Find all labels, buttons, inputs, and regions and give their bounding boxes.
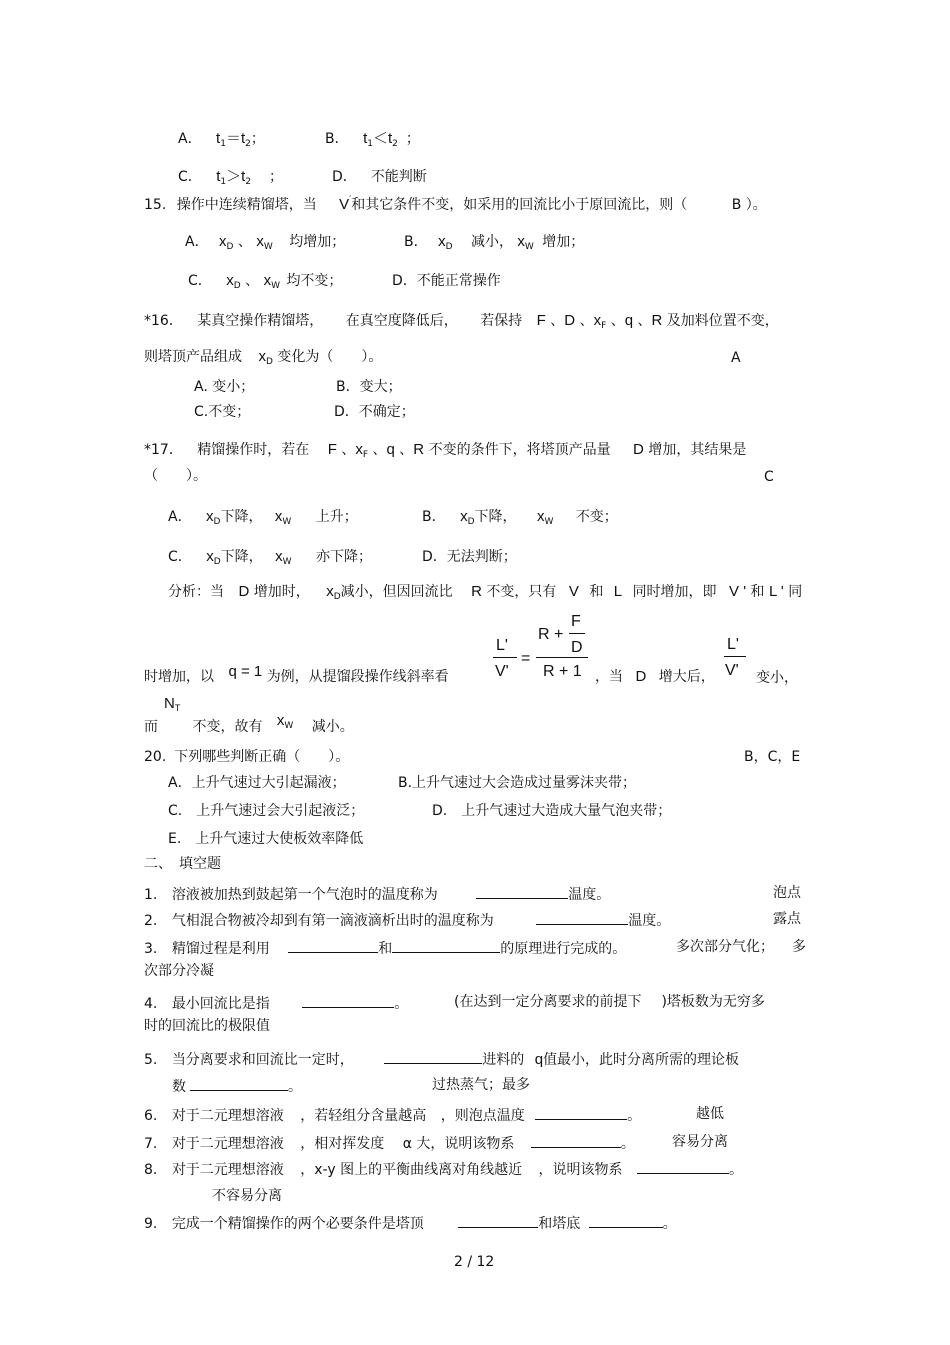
fill-4-line2: 时的回流比的极限值 — [144, 1018, 270, 1034]
fill-6-blank — [535, 1105, 627, 1120]
fill-7-blank — [531, 1133, 621, 1148]
fill-4-answer: (在达到一定分离要求的前提下 )塔板数为无穷多 — [454, 994, 765, 1010]
fill-1-answer: 泡点 — [773, 885, 801, 901]
formula-frac2-den: V' — [725, 662, 739, 679]
formula-frac2-num: L' — [727, 636, 739, 653]
fill-9-blank-2 — [589, 1213, 663, 1228]
formula-inner-line — [569, 633, 585, 634]
fill-7: 7. 对于二元理想溶液 ，相对挥发度 α 大，说明该物系 。 — [144, 1133, 635, 1153]
formula-inner-den: D — [571, 639, 583, 656]
fill-6: 6. 对于二元理想溶液 ，若轻组分含量越高 ，则泡点温度 。 — [144, 1105, 641, 1125]
fill-1-blank — [476, 884, 568, 899]
formula-frac1-den: V' — [495, 663, 509, 680]
formula-num-r: R + — [538, 626, 564, 643]
q15-option-a: A． $x_D$ 、 $x_W$ 均增加； — [185, 233, 346, 252]
analysis-line3: 而 不变，故有 $x^W$ 减小。 — [144, 712, 354, 735]
q17-answer: C — [764, 469, 774, 485]
fill-5-answer: 过热蒸气；最多 — [432, 1077, 530, 1093]
fill-3: 3. 精馏过程是利用 和 的原理进行完成的。 — [144, 938, 626, 958]
fill-4: 4. 最小回流比是指 。 — [144, 993, 408, 1013]
formula-equals: = — [521, 650, 531, 667]
q17-option-a: A． $x_D$下降， $x_W$ 上升； — [168, 508, 358, 527]
formula-frac1-line — [493, 657, 517, 658]
q20-answer: B，C，E — [744, 749, 801, 765]
q15-option-d: D．不能正常操作 — [392, 273, 501, 289]
q16-option-c: C.不变； — [194, 404, 251, 420]
fill-3-line2: 次部分冷凝 — [144, 963, 214, 979]
q20-option-c: C. 上升气速过会大引起液泛； — [168, 803, 365, 819]
q17-option-d: D．无法判断； — [422, 549, 517, 565]
q20-question: 20. 下列哪些判断正确（ ）。 — [144, 749, 350, 765]
analysis-nt: $N_T$ — [164, 695, 181, 713]
fill-5-blank-1 — [384, 1049, 482, 1064]
q14-option-d: D． 不能判断 — [332, 169, 427, 185]
q16-option-b: B．变大； — [336, 379, 402, 395]
analysis-line2-b: ，当 D 增大后， — [595, 668, 715, 685]
fill-5: 5. 当分离要求和回流比一定时， 进料的 q值最小，此时分离所需的理论板 — [144, 1051, 740, 1068]
q15-option-b: B． $x_D$ 减小， $x_W$ 增加； — [404, 233, 585, 252]
formula-frac2-line — [724, 656, 746, 657]
fill-2-blank — [536, 910, 628, 925]
formula-frac1-num: L' — [496, 637, 508, 654]
fill-9: 9. 完成一个精馏操作的两个必要条件是塔顶 和塔底 。 — [144, 1213, 677, 1233]
formula-main-den: R + 1 — [543, 663, 582, 680]
page-number: 2 / 12 — [454, 1254, 495, 1270]
q15-question: 15. 操作中连续精馏塔，当 V′和其它条件不变，如采用的回流比小于原回流比，则（ B ）。 — [144, 195, 767, 213]
q17-option-b: B． $x_D$下降， $x_W$ 不变； — [422, 508, 618, 527]
fill-8-answer: 不容易分离 — [212, 1188, 282, 1204]
q16-answer: A — [731, 350, 741, 366]
q17-option-c: C． $x_D$下降， $x_W$ 亦下降； — [168, 548, 372, 567]
fill-9-blank-1 — [458, 1213, 538, 1228]
section-heading: 二、 填空题 — [144, 856, 221, 872]
fill-5-blank-2 — [190, 1076, 288, 1091]
q20-option-e: E. 上升气速过大使板效率降低 — [168, 831, 364, 847]
fill-7-answer: 容易分离 — [672, 1134, 728, 1150]
q14-option-a: A． $t_1=t_2$； — [178, 130, 265, 149]
formula-main-line — [536, 657, 588, 658]
fill-3-blank-2 — [392, 938, 500, 953]
q16-option-d: D．不确定； — [334, 404, 415, 420]
fill-1: 1. 溶液被加热到鼓起第一个气泡时的温度称为 温度。 — [144, 884, 610, 904]
q14-option-c: C． $t_1>t_2$ ； — [178, 168, 284, 187]
q20-option-a: A．上升气速过大引起漏液； — [168, 775, 346, 791]
fill-3-blank-1 — [288, 938, 378, 953]
analysis-line2: 时增加，以 q = 1 为例，从提馏段操作线斜率看 — [144, 663, 449, 685]
q16-option-a: A. 变小； — [194, 379, 255, 395]
fill-8-blank — [637, 1159, 729, 1174]
q20-option-b: B.上升气速过大会造成过量雾沫夹带； — [398, 775, 637, 791]
q20-option-d: D. 上升气速过大造成大量气泡夹带； — [432, 803, 672, 819]
formula-inner-num: F — [571, 613, 581, 630]
q16-question-line2: 则塔顶产品组成 $x_D$ 变化为（ ）。 — [144, 348, 383, 367]
q17-question-line2: （ ）。 — [144, 468, 207, 484]
fill-3-answer: 多次部分气化； 多 — [676, 939, 806, 955]
fill-2: 2. 气相混合物被冷却到有第一滴液滴析出时的温度称为 温度。 — [144, 910, 670, 930]
analysis-line1: 分析：当 D 增加时， $x_D$减小，但因回流比 R 不变，只有 V 和 L 同时增加，即 V ' 和 L ' 同 — [168, 583, 803, 602]
fill-4-blank — [302, 993, 394, 1008]
fill-5-line2: 数 。 — [172, 1076, 302, 1096]
fill-2-answer: 露点 — [773, 911, 801, 927]
q16-question: *16． 某真空操作精馏塔， 在真空度降低后， 若保持 F 、D 、$x_F$ 、q 、R 及加料位置不变， — [144, 312, 779, 331]
q17-question: *17． 精馏操作时，若在 F 、$x_F$ 、q 、R 不变的条件下，将塔顶产品量 D 增加，其结果是 — [144, 441, 747, 460]
analysis-line2-c: 变小， — [756, 670, 798, 686]
fill-8: 8. 对于二元理想溶液 ，x-y 图上的平衡曲线离对角线越近 ，说明该物系 。 — [144, 1159, 743, 1179]
fill-6-answer: 越低 — [696, 1106, 724, 1122]
q15-option-c: C． $x_D$ 、 $x_W$ 均不变； — [188, 272, 343, 291]
q14-option-b: B． $t_1<t_2$ ； — [325, 130, 420, 149]
